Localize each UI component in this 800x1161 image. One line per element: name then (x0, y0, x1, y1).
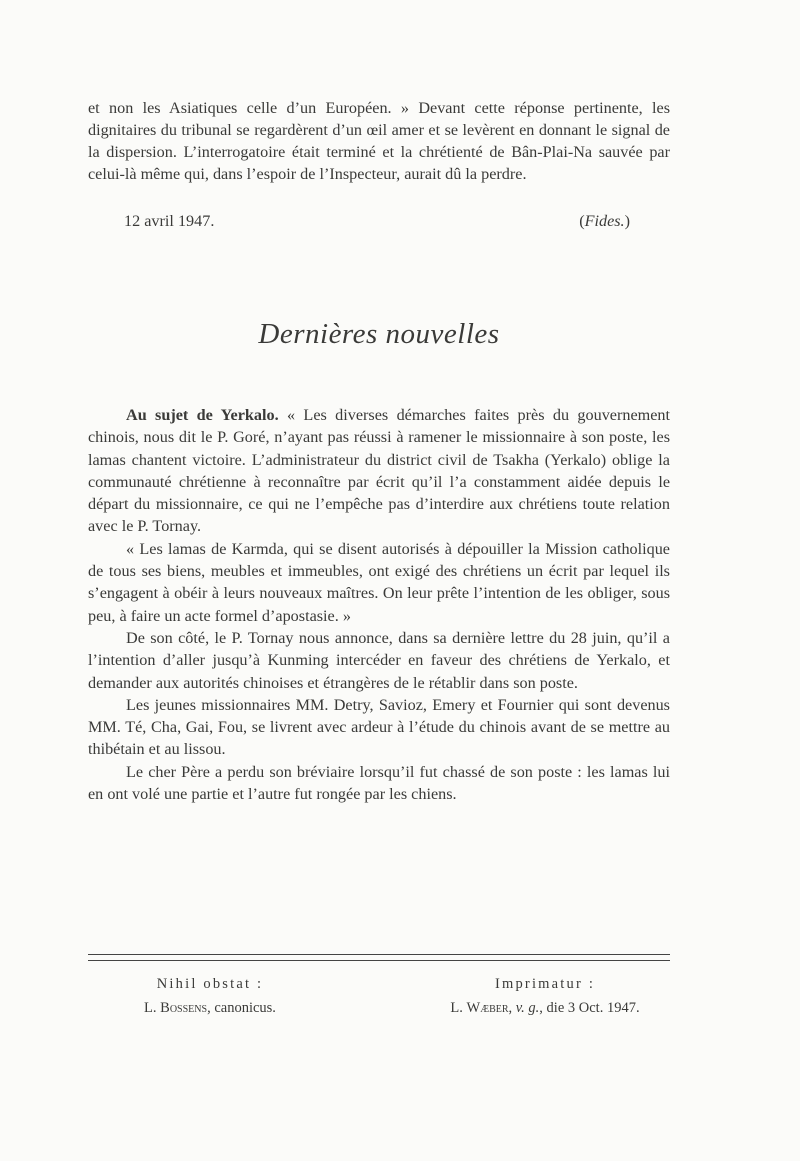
news-paragraph-3: De son côté, le P. Tornay nous annonce, dans sa dernière lettre du 28 juin, qu’il a l’intention d’aller jusqu’à Kunming intercéder en faveur des chrétiens de Yerkalo, et demander aux autorités chinoises et étrangères de le rétablir dans son poste. (88, 628, 670, 692)
news-paragraph-5: Le cher Père a perdu son bréviaire lorsqu’il fut chassé de son poste : les lamas lui en ont volé une partie et l’autre fut rongée par les chiens. (88, 762, 670, 804)
section-heading: Dernières nouvelles (258, 318, 500, 350)
nihil-obstat-label: Nihil obstat : (156, 976, 264, 992)
previous-article-ending (88, 97, 670, 185)
imprimatur-label: Imprimatur : (494, 976, 596, 992)
news-paragraph-1: Au sujet de Yerkalo. « Les diverses démarches faites près du gouvernement chinois, nous dit le P. Goré, n’ayant pas réussi à ramener le missionnaire à son poste, les lamas chantent victoire. L’administrateur du district civil de Tsakha (Yerkalo) oblige la communauté chrétienne à reconnaître par écrit qu’il l’a constamment aidée depuis le départ du missionnaire, ce qui ne l’empêche pas d’interdire aux chrétiens toute relation avec le P. Tornay. (88, 406, 671, 536)
imprimatur-block (410, 976, 680, 1017)
news-lead: Au sujet de Yerkalo. (126, 406, 279, 424)
double-rule-divider (88, 954, 670, 961)
closing-paragraph: et non les Asiatiques celle d’un Européen. » Devant cette réponse pertinente, les dignitaires du tribunal se regardèrent d’un œil amer et se levèrent en donnant le signal de la dispersion. L’interrogatoire était terminé et la chrétienté de Bân-Plai-Na sauvée par celui-là même qui, dans l’espoir de l’Inspecteur, aurait dû la perdre. (88, 99, 670, 183)
nihil-obstat-signatory: L. Bossens, canonicus. (144, 1000, 276, 1016)
nihil-obstat-block (110, 976, 310, 1017)
article-date: 12 avril 1947. (124, 212, 215, 230)
news-paragraph-4: Les jeunes missionnaires MM. Detry, Savioz, Emery et Fournier qui sont devenus MM. Té, Cha, Gai, Fou, se livrent avec ardeur à l’étude du chinois avant de se mettre au thibétain et au lissou. (88, 695, 670, 759)
article-source: (Fides.) (579, 212, 630, 230)
news-section (88, 404, 670, 805)
news-paragraph-2: « Les lamas de Karmda, qui se disent autorisés à dépouiller la Mission catholique de tous ses biens, meubles et immeubles, ont exigé des chrétiens un écrit par lequel ils s’engagent à obéir à leurs nouveaux maîtres. On leur prête l’intention de les obliger, sous peu, à faire un acte formel d’apostasie. » (88, 539, 670, 625)
imprimatur-signatory: L. Wæber, v. g., die 3 Oct. 1947. (450, 1000, 640, 1016)
